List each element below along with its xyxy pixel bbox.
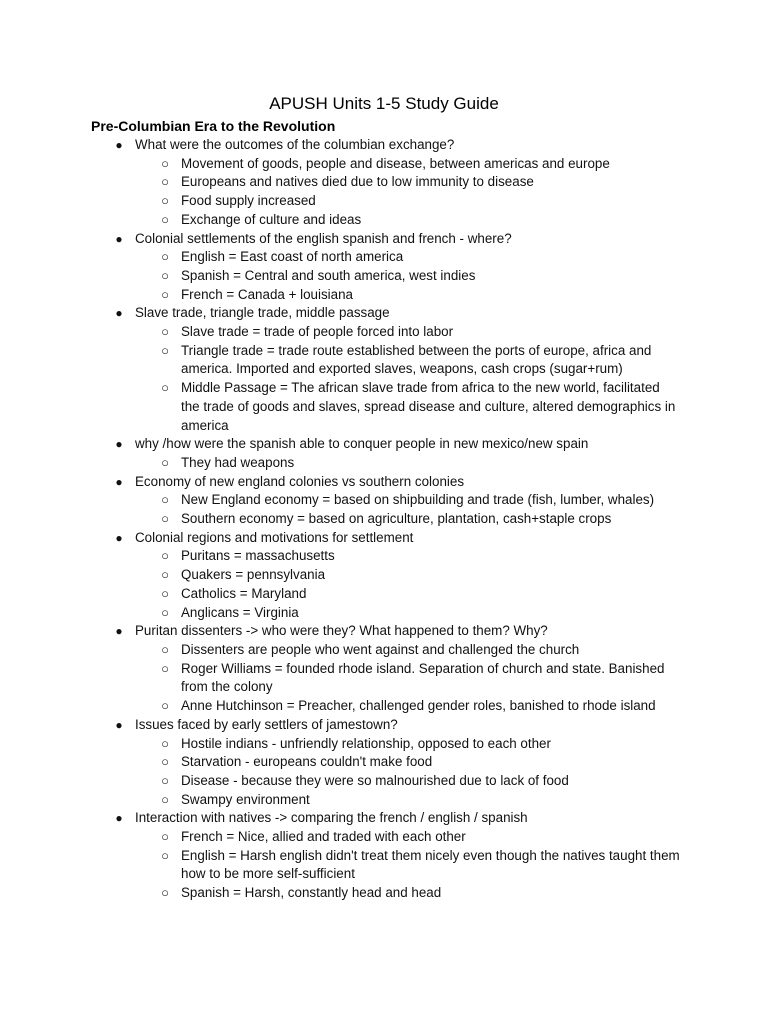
sub-list-item-text: Starvation - europeans couldn't make food (181, 754, 433, 770)
circle-bullet-icon: ○ (161, 174, 169, 190)
circle-bullet-icon: ○ (161, 342, 169, 358)
sub-list-item (0, 604, 768, 623)
list-item (0, 809, 768, 828)
circle-bullet-icon: ○ (161, 286, 169, 302)
sub-list-item-text: Hostile indians - unfriendly relationship, opposed to each other (181, 735, 551, 751)
circle-bullet-icon: ○ (161, 829, 169, 845)
circle-bullet-icon: ○ (161, 585, 169, 601)
circle-bullet-icon: ○ (161, 193, 169, 209)
section-heading: Pre-Columbian Era to the Revolution (91, 118, 336, 134)
sub-list-item (0, 772, 768, 791)
circle-bullet-icon: ○ (161, 548, 169, 564)
list-item-text: Puritan dissenters -> who were they? What happened to them? Why? (135, 623, 548, 639)
circle-bullet-icon: ○ (161, 660, 169, 676)
sub-list-item (0, 155, 768, 174)
list-item-text: Issues faced by early settlers of jamestown? (135, 716, 398, 732)
list-item-text: why /how were the spanish able to conquer people in new mexico/new spain (135, 436, 589, 452)
list-item (0, 529, 768, 548)
circle-bullet-icon: ○ (161, 698, 169, 714)
circle-bullet-icon: ○ (161, 754, 169, 770)
bullet-icon: ● (115, 437, 123, 452)
sub-list-item-text: Slave trade = trade of people forced into labor (181, 324, 454, 340)
circle-bullet-icon: ○ (161, 454, 169, 470)
sub-list-item (0, 753, 768, 772)
circle-bullet-icon: ○ (161, 492, 169, 508)
sub-list-item (0, 211, 768, 230)
sub-list-item-text: Southern economy = based on agriculture, plantation, cash+staple crops (181, 511, 612, 527)
sub-list-item (0, 585, 768, 604)
sub-list-item (0, 735, 768, 754)
sub-list-item-text: Puritans = massachusetts (181, 548, 335, 564)
sub-list-item (0, 248, 768, 267)
sub-list-item-text: Swampy environment (181, 791, 310, 807)
sub-list-item-text: Catholics = Maryland (181, 585, 307, 601)
sub-list-item-text: Disease - because they were so malnourished due to lack of food (181, 772, 569, 788)
sub-list-item (0, 697, 768, 716)
circle-bullet-icon: ○ (161, 324, 169, 340)
list-item (0, 304, 768, 323)
sub-list-item-text: English = East coast of north america (181, 249, 404, 265)
sub-list-item (0, 491, 768, 510)
list-item-text: Slave trade, triangle trade, middle passage (135, 305, 390, 321)
list-item (0, 230, 768, 249)
sub-list-item (0, 547, 768, 566)
circle-bullet-icon: ○ (161, 885, 169, 901)
bullet-icon: ● (115, 717, 123, 732)
sub-list-item-text: Europeans and natives died due to low immunity to disease (181, 174, 534, 190)
list-item (0, 622, 768, 641)
sub-list-item-text: Exchange of culture and ideas (181, 211, 362, 227)
sub-list-item-text: Spanish = Central and south america, west indies (181, 267, 476, 283)
circle-bullet-icon: ○ (161, 604, 169, 620)
sub-list-item-text: French = Canada + louisiana (181, 286, 353, 302)
outline-list (0, 136, 768, 903)
sub-list-item (0, 884, 768, 903)
list-item-text: Colonial regions and motivations for settlement (135, 529, 414, 545)
sub-list-item-text: Triangle trade = trade route established between the ports of europe, africa and america. Imported and exported slaves, weapons, cash crops (sugar+rum) (181, 342, 652, 377)
bullet-icon: ● (115, 306, 123, 321)
sub-list-item (0, 454, 768, 473)
sub-list-item (0, 660, 768, 697)
circle-bullet-icon: ○ (161, 380, 169, 396)
circle-bullet-icon: ○ (161, 155, 169, 171)
circle-bullet-icon: ○ (161, 249, 169, 265)
list-item-text: Economy of new england colonies vs southern colonies (135, 473, 465, 489)
sub-list-item-text: French = Nice, allied and traded with each other (181, 829, 466, 845)
sub-list-item (0, 566, 768, 585)
sub-list-item-text: Anne Hutchinson = Preacher, challenged gender roles, banished to rhode island (181, 698, 656, 714)
sub-list-item-text: Anglicans = Virginia (181, 604, 299, 620)
sub-list-item-text: New England economy = based on shipbuilding and trade (fish, lumber, whales) (181, 492, 655, 508)
sub-list-item-text: Middle Passage = The african slave trade from africa to the new world, facilitated the trade of goods and slaves, spread disease and culture, altered demographics in america (181, 380, 676, 433)
sub-list-item-text: Movement of goods, people and disease, between americas and europe (181, 155, 610, 171)
sub-list-item-text: English = Harsh english didn't treat them nicely even though the natives taught them how to be more self-sufficient (181, 847, 680, 882)
circle-bullet-icon: ○ (161, 511, 169, 527)
circle-bullet-icon: ○ (161, 847, 169, 863)
sub-list-item (0, 173, 768, 192)
bullet-icon: ● (115, 138, 123, 152)
bullet-icon: ● (115, 624, 123, 639)
sub-list-item-text: Dissenters are people who went against and challenged the church (181, 641, 580, 657)
bullet-icon: ● (115, 231, 123, 246)
bullet-icon: ● (115, 530, 123, 545)
sub-list-item (0, 323, 768, 342)
sub-list-item (0, 641, 768, 660)
sub-list-item-text: Roger Williams = founded rhode island. Separation of church and state. Banished from the colony (181, 660, 665, 695)
circle-bullet-icon: ○ (161, 641, 169, 657)
circle-bullet-icon: ○ (161, 267, 169, 283)
sub-list-item (0, 379, 768, 435)
list-item (0, 435, 768, 454)
sub-list-item-text: Food supply increased (181, 193, 316, 209)
list-item-text: Interaction with natives -> comparing the french / english / spanish (135, 810, 528, 826)
list-item (0, 136, 768, 155)
sub-list-item (0, 510, 768, 529)
circle-bullet-icon: ○ (161, 211, 169, 227)
circle-bullet-icon: ○ (161, 567, 169, 583)
sub-list-item (0, 828, 768, 847)
sub-list-item (0, 286, 768, 305)
list-item (0, 473, 768, 492)
bullet-icon: ● (115, 474, 123, 489)
bullet-icon: ● (115, 811, 123, 826)
list-item-text: Colonial settlements of the english spanish and french - where? (135, 230, 512, 246)
list-item (0, 716, 768, 735)
sub-list-item-text: Quakers = pennsylvania (181, 567, 326, 583)
sub-list-item (0, 342, 768, 379)
circle-bullet-icon: ○ (161, 791, 169, 807)
page-title: APUSH Units 1-5 Study Guide (269, 94, 499, 113)
sub-list-item-text: Spanish = Harsh, constantly head and head (181, 885, 442, 901)
sub-list-item (0, 192, 768, 211)
list-item-text: What were the outcomes of the columbian exchange? (135, 137, 455, 152)
sub-list-item (0, 791, 768, 810)
sub-list-item (0, 267, 768, 286)
sub-list-item (0, 847, 768, 884)
circle-bullet-icon: ○ (161, 772, 169, 788)
sub-list-item-text: They had weapons (181, 454, 295, 470)
circle-bullet-icon: ○ (161, 735, 169, 751)
